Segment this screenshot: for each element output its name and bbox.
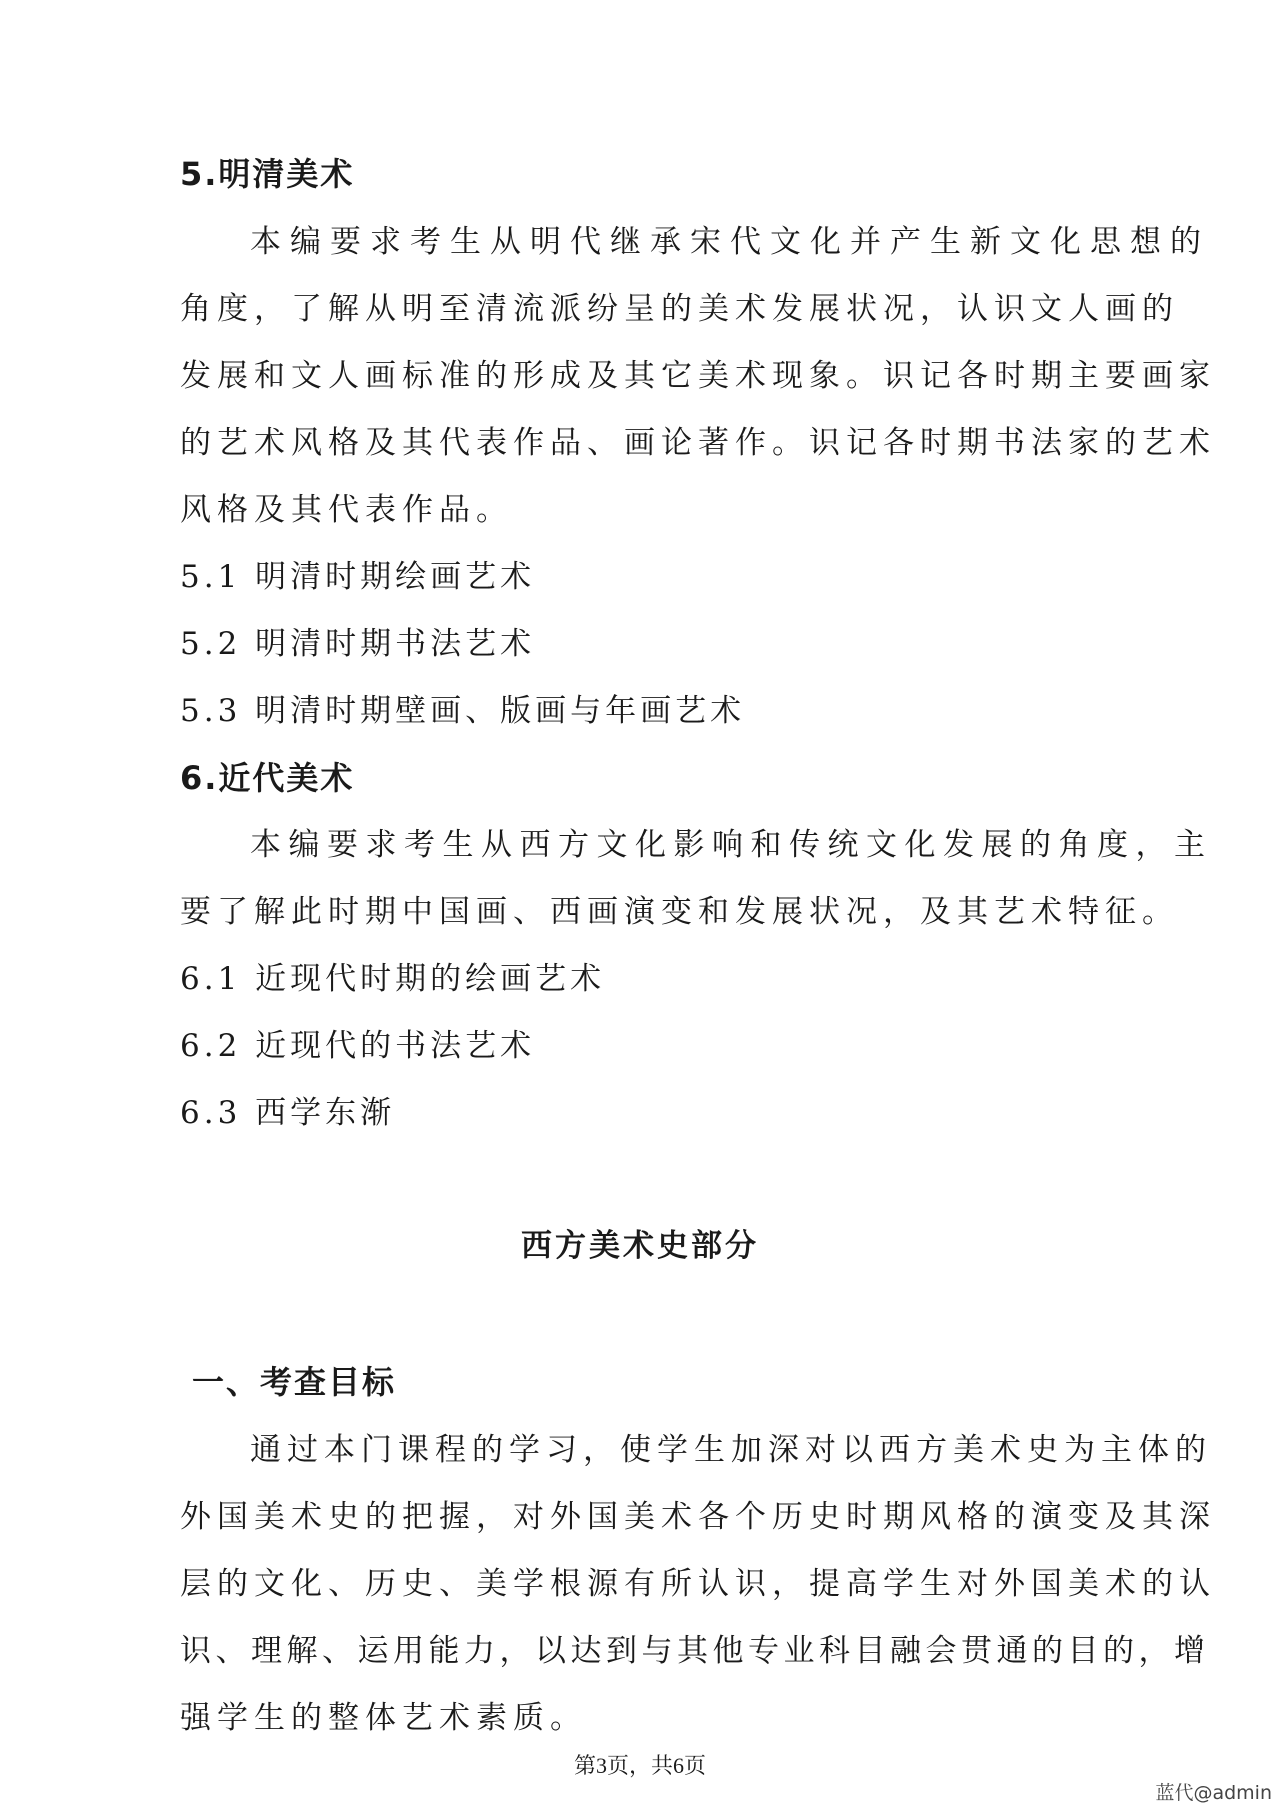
section-heading-modern: 6.近代美术 [180, 759, 355, 797]
paragraph-line: 角度，了解从明至清流派纷呈的美术发展状况，认识文人画的 [180, 291, 1179, 327]
list-item: 5.2 明清时期书法艺术 [180, 626, 536, 662]
paragraph-line: 本编要求考生从明代继承宋代文化并产生新文化思想的 [250, 224, 1210, 260]
list-item: 6.3 西学东渐 [180, 1095, 396, 1131]
paragraph-line: 要了解此时期中国画、西画演变和发展状况，及其艺术特征。 [180, 894, 1179, 930]
paragraph-line: 层的文化、历史、美学根源有所认识，提高学生对外国美术的认 [180, 1566, 1216, 1602]
paragraph-line: 的艺术风格及其代表作品、画论著作。识记各时期书法家的艺术 [180, 425, 1216, 461]
paragraph-line: 通过本门课程的学习，使学生加深对以西方美术史为主体的 [250, 1432, 1212, 1468]
paragraph-line: 风格及其代表作品。 [180, 492, 513, 528]
list-item: 6.2 近现代的书法艺术 [180, 1028, 536, 1064]
list-item: 5.1 明清时期绘画艺术 [180, 559, 536, 595]
paragraph-line: 强学生的整体艺术素质。 [180, 1700, 587, 1736]
section-heading-ming-qing: 5.明清美术 [180, 155, 355, 193]
paragraph-line: 外国美术史的把握，对外国美术各个历史时期风格的演变及其深 [180, 1499, 1216, 1535]
page-number: 第3页，共6页 [573, 1753, 706, 1778]
part-title-western-art: 西方美术史部分 [521, 1228, 759, 1264]
paragraph-line: 识、理解、运用能力，以达到与其他专业科目融会贯通的目的，增 [180, 1633, 1210, 1669]
paragraph-line: 本编要求考生从西方文化影响和传统文化发展的角度，主 [250, 827, 1213, 863]
watermark: 蓝代@admin [1155, 1782, 1272, 1804]
list-item: 5.3 明清时期壁画、版画与年画艺术 [180, 693, 746, 729]
list-item: 6.1 近现代时期的绘画艺术 [180, 961, 606, 997]
section-heading-objectives: 一、考查目标 [192, 1363, 397, 1401]
paragraph-line: 发展和文人画标准的形成及其它美术现象。识记各时期主要画家 [180, 358, 1216, 394]
